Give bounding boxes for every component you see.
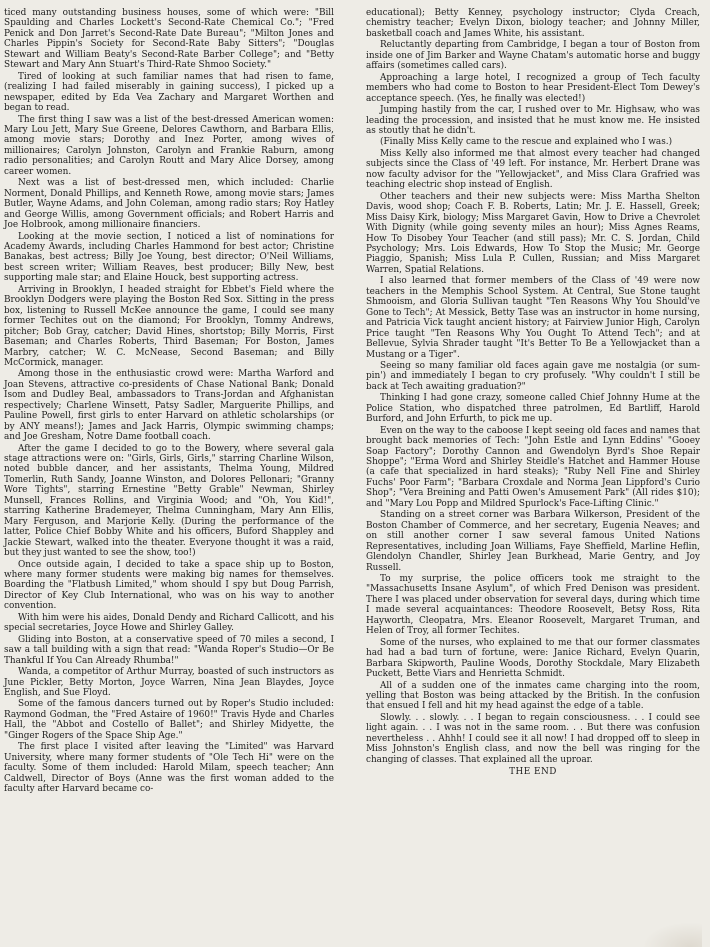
the-end-label: THE END — [509, 767, 557, 778]
article-paragraph: The first place I visited after leaving the "Limited" was Harvard University, where many former students of "Ole Tech Hi" were on the faculty. Some of them included: Harold Milam, speech teacher; Ann Caldwell, Director of Boys (Anne was the first woman added to the faculty after Harvard became co- — [4, 742, 334, 795]
article-paragraph: Thinking I had gone crazy, someone called Chief Johnny Hume at the Police Station, who dispatched three patrolmen, Ed Bartliff, Harold Burford, and John Erfurth, to pick me up. — [366, 393, 700, 425]
left-text-column — [4, 8, 334, 796]
article-paragraph: Other teachers and their new subjects were: Miss Martha Shelton Davis, wood shop; Coach F. B. Roberts, Latin; Mr. J. E. Hassell, Greek; Miss Daisy Kirk, biology; Miss Margaret Gavin, How to Drive a Chevrolet With Dignity (while going seventy miles an hour); Miss Agnes Reams, How To Disobey Your Teacher (and still pass); Mr. C. S. Jordan, Child Psychology; Mrs. Lois Edwards, How To Stop the Music; Mr. George Piaggio, Spanish; Miss Lula P. Cullen, Russian; and Miss Margaret Warren, Spatial Relations. — [366, 191, 700, 275]
article-paragraph: Reluctantly departing from Cambridge, I began a tour of Boston from inside one of Jim Barker and Wayne Chatam's automatic horse and buggy affairs (sometimes called cars). — [366, 40, 700, 72]
article-paragraph: Standing on a street corner was Barbara Wilkerson, President of the Boston Chamber of Commerce, and her secretary, Eugenia Neaves; and on still another corner I saw several famous United Nations Representatives, including Joan Williams, Faye Sheffield, Marline Heflin, Glendolyn Chandler, Shirley Jean Burkhead, Marie Gentry, and Joy Russell. — [366, 510, 700, 573]
article-paragraph: Approaching a large hotel, I recognized a group of Tech faculty members who had come to Boston to hear President-Elect Tom Dewey's acceptance speech. (Yes, he finally was elected!) — [366, 72, 700, 104]
article-paragraph: Next was a list of best-dressed men, which included: Charlie Norment, Donald Phillips, and Kenneth Rowe, among movie stars; James Butler, Wayne Adams, and John Coleman, among radio stars; Roy Hatley and George Willis, among Government officials; and Robert Harris and Joe Holbrook, among millionaire financiers. — [4, 178, 334, 231]
article-paragraph: The first thing I saw was a list of the best-dressed American women: Mary Lou Jett, Mary Sue Greene, Delores Cawthorn, and Barbara Ellis, among movie stars; Dorothy and Inez Porter, among wives of millionaires; Carolyn Johnston, Carolyn and Frankie Raburn, among radio personalities; and Carolyn Routt and Mary Alice Dorsey, among career women. — [4, 114, 334, 177]
article-paragraph: Looking at the movie section, I noticed a list of nominations for Academy Awards, including Charles Hammond for best actor; Christine Banakas, best actress; Billy Joe Young, best director; O'Neil Williams, best screen writer; William Reaves, best producer; Billy New, best supporting male star; and Elaine Houck, best supporting actress. — [4, 231, 334, 284]
article-paragraph: ticed many outstanding business houses, some of which were: "Bill Spaulding and Charles Lockett's Second-Rate Chemical Co."; "Fred Penick and Don Jarret's Second-Rate Date Bureau"; "Milton Jones and Charles Pippin's Society for Second-Rate Baby Sitters"; "Douglas Stewart and William Beaty's Second-Rate Barber College"; and "Betty Stewart and Mary Ann Stuart's Third-Rate Shmoo Society." — [4, 8, 334, 71]
article-paragraph: To my surprise, the police officers took me straight to the "Massachusetts Insane Asylum", of which Fred Denison was president. There I was placed under observation for several days, during which time I made several acquaintances: Theodore Roosevelt, Betsy Ross, Rita Hayworth, Cleopatra, Mrs. Eleanor Roosevelt, Margaret Truman, and Helen of Troy, all former Techites. — [366, 574, 700, 637]
article-paragraph: Some of the famous dancers turned out by Roper's Studio included: Raymond Godman, the "Fred Astaire of 1960!" Travis Hyde and Charles Hall, the "Abbot and Costello of Ballet"; and Shirley Midyette, the "Ginger Rogers of the Space Ship Age." — [4, 699, 334, 741]
article-paragraph: Gliding into Boston, at a conservative speed of 70 miles a second, I saw a tall building with a sign that read: "Wanda Roper's Studio—Or Be Thankful If You Can Already Rhumba!" — [4, 634, 334, 666]
article-paragraph: Tired of looking at such familiar names that had risen to fame, (realizing I had failed miserably in gaining success), I picked up a newspaper, edited by Eda Vea Zachary and Margaret Worthen and began to read. — [4, 71, 334, 114]
article-paragraph: Even on the way to the caboose I kept seeing old faces and names that brought back memories of Tech: "John Estle and Lynn Eddins' "Gooey Soap Factory"; Dorothy Cannon and Gwendolyn Byrd's Shoe Repair Shoppe"; "Erma Word and Shirley Steidle's Hatchet and Hammer House (a cafe that specialized in hard steaks); "Ruby Nell Fine and Shirley Fuchs' Poor Farm"; "Barbara Croxdale and Norma Jean Lippford's Curio Shop"; "Vera Breining and Patti Owen's Amusement Park" (All rides $10); and "Mary Lou Popp and Mildred Spurlock's Face-Lifting Clinic." — [366, 425, 700, 509]
article-paragraph: Once outside again, I decided to take a space ship up to Boston, where many former students were making big names for themselves. Boarding the "Flatbush Limited," whom should I spy but Doug Parrish, Director of Key Club International, who was on his way to another convention. — [4, 559, 334, 612]
article-paragraph: Some of the nurses, who explained to me that our former classmates had had a bad turn of fortune, were: Janice Richard, Evelyn Quarin, Barbara Skipworth, Pauline Woods, Dorothy Stockdale, Mary Elizabeth Puckett, Bette Viars and Henrietta Schmidt. — [366, 637, 700, 680]
article-paragraph: After the game I decided to go to the Bowery, where several gala stage attractions were on: "Girls, Girls, Girls," starring Charline Wilson, noted bubble dancer, and her assistants, Thelma Young, Mildred Tomerlin, Ruth Sandy, Joanne Winston, and Dolores Pellonari; "Granny Wore Tights", starring Ernestine "Betty Grable" Newman, Shirley Munsell, Frances Rollins, and Virginia Wood; and "Oh, You Kid!", starring Katherine Brademeyer, Thelma Cunningham, Mary Ann Ellis, Mary Ferguson, and Marjorie Kelly. (During the performance of the latter, Police Chief Bobby White and his officers, Buford Shappley and Jackie Stewart, walked into the theater. Everyone thought it was a raid, but they just wanted to see the show, too!) — [4, 443, 334, 559]
article-paragraph: Wanda, a competitor of Arthur Murray, boasted of such instructors as June Pickler, Betty Morton, Joyce Warren, Nina Jean Blaydes, Joyce English, and Sue Floyd. — [4, 667, 334, 698]
article-paragraph: With him were his aides, Donald Dendy and Richard Callicott, and his special secretaries, Joyce Howe and Shirley Galley. — [4, 612, 334, 634]
article-paragraph: Slowly. . . slowly. . . I began to regain consciousness. . . I could see light again. . . I was not in the same room. . . But there was confusion nevertheless . . Ahhh! I could see it all now! I had dropped off to sleep in Miss Johnston's English class, and now the bell was ringing for the changing of classes. That explained all the uproar. — [366, 712, 700, 765]
right-text-column — [366, 8, 700, 779]
article-paragraph: Seeing so many familiar old faces again gave me nostalgia (or sum-pin') and immediately I began to cry profusely. "Why couldn't I still be back at Tech awaiting graduation?" — [366, 360, 700, 392]
article-paragraph: Jumping hastily from the car, I rushed over to Mr. Highsaw, who was leading the procession, and insisted that he must know me. He insisted as stoutly that he didn't. — [366, 105, 700, 136]
article-paragraph: educational); Betty Kenney, psychology instructor; Clyda Creach, chemistry teacher; Evelyn Dixon, biology teacher; and Johnny Miller, basketball coach and James White, his assistant. — [366, 8, 700, 39]
article-paragraph: All of a sudden one of the inmates came charging into the room, yelling that Boston was being attacked by the British. In the confusion that ensued I fell and hit my head against the edge of a table. — [366, 680, 700, 712]
article-paragraph: Miss Kelly also informed me that almost every teacher had changed subjects since the Class of '49 left. For instance, Mr. Herbert Drane was now faculty advisor for the "Yellowjacket", and Miss Clara Grafried was teaching electric shop instead of English. — [366, 148, 700, 191]
paper-stain — [642, 922, 702, 947]
article-paragraph: (Finally Miss Kelly came to the rescue and explained who I was.) — [380, 137, 673, 148]
article-paragraph: Arriving in Brooklyn, I headed straight for Ebbet's Field where the Brooklyn Dodgers were playing the Boston Red Sox. Sitting in the press box, listening to Russell McKee announce the game, I could see many former Techites out on the diamond; For Brooklyn, Tommy Andrews, pitcher; Bob Gray, catcher; David Hines, shortstop; Billy Morris, First Baseman; and Charles Roberts, Third Baseman; For Boston, James Marbry, catcher; W. C. McNease, Second Baseman; and Billy McCormick, manager. — [4, 284, 334, 368]
article-paragraph: Among those in the enthusiastic crowd were: Martha Warford and Joan Stevens, attractive co-presidents of Chase National Bank; Donald Isom and Dudley Beal, ambassadors to Trans-Jordan and Afghanistan respectively; Charlene Winsett, Patsy Sadler, Marguerite Phillips, and Pauline Powell, first girls to enter Harvard on athletic scholarships (or by ANY means!); James and Jack Harris, Olympic swimming champs; and Joe Gresham, Notre Dame football coach. — [4, 369, 334, 443]
article-paragraph: I also learned that former members of the Class of '49 were now teachers in the Memphis School System. At Central, Sue Stone taught Shmooism, and Gloria Sullivan taught "Ten Reasons Why You Should've Gone to Tech"; At Messick, Betty Tase was an instructor in home nursing, and Patricia Vick taught ancient history; at Fairview Junior High, Carolyn Price taught "Ten Reasons Why You Ought To Attend Tech"; and at Bellevue, Sylvia Shrader taught "It's Better To Be a Yellowjacket than a Mustang or a Tiger". — [366, 276, 700, 360]
